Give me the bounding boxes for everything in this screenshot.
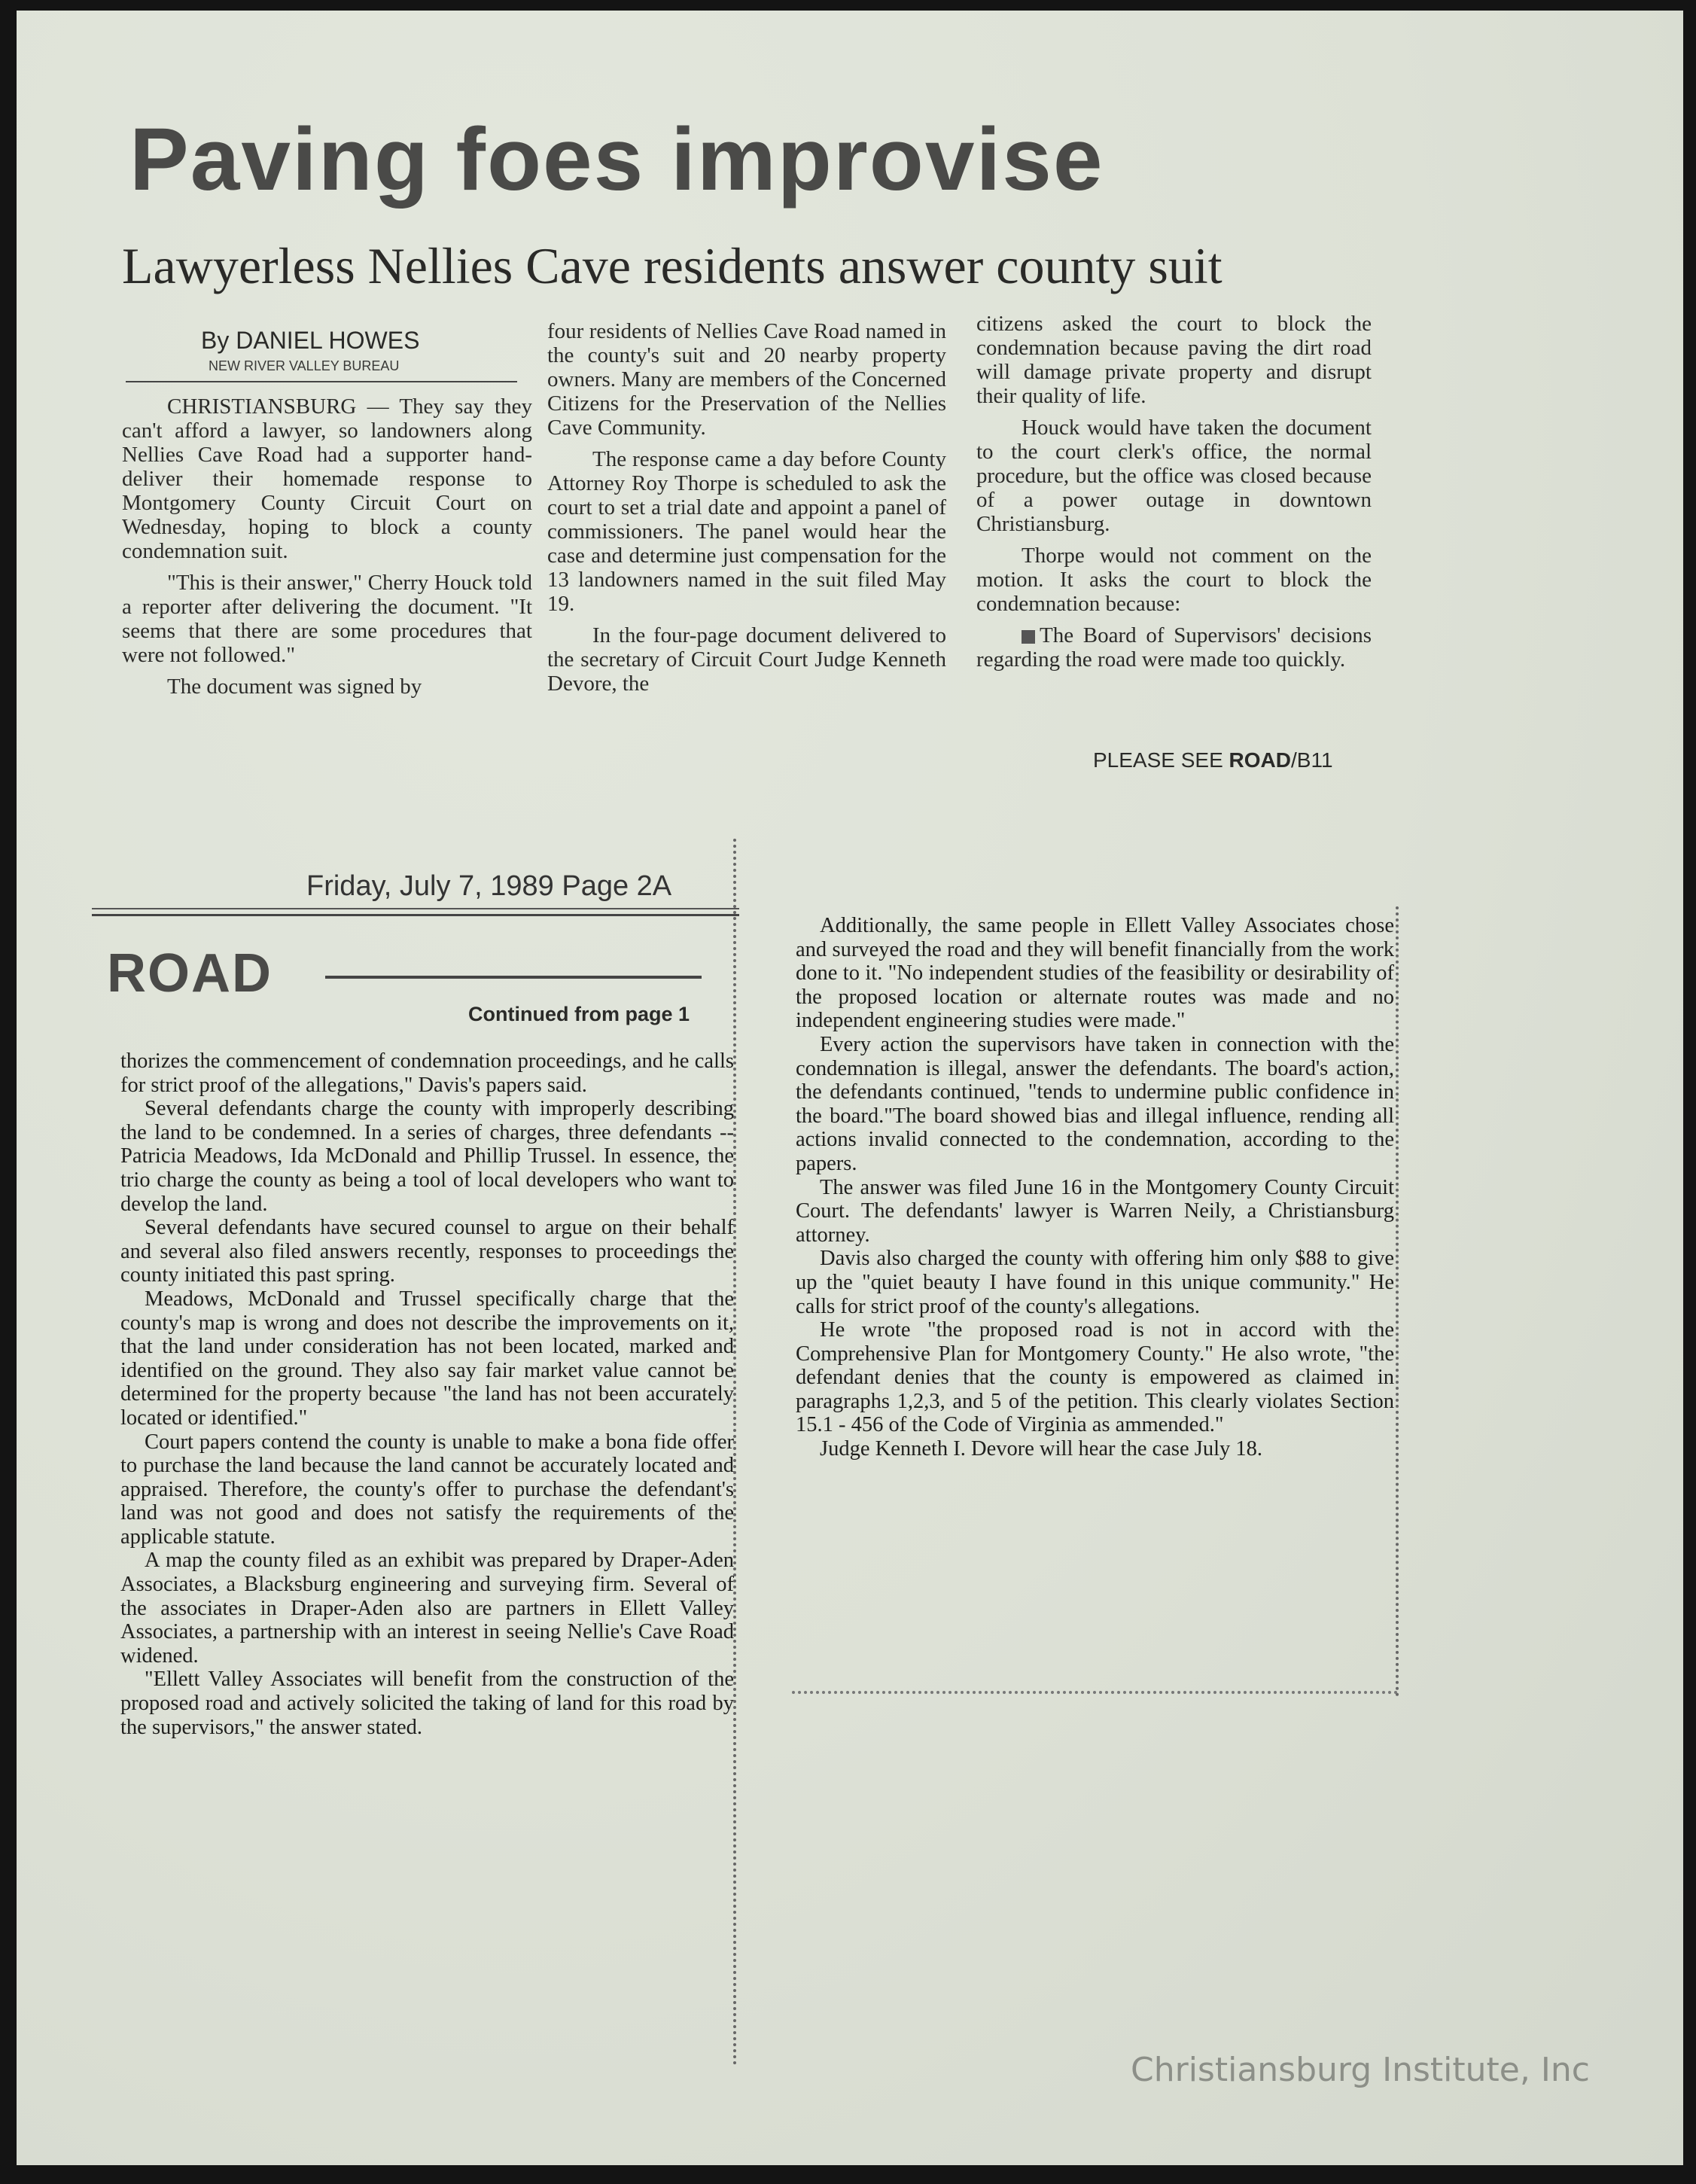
paragraph: CHRISTIANSBURG — They say they can't afford a lawyer, so landowners along Nellies Cave Road had a supporter hand-deliver their homemade response to Montgomery County Circuit Court on Wednesday, hoping to block a county condemnation suit. (122, 394, 532, 563)
paragraph: Several defendants charge the county with improperly describing the land to be condemned. In a series of charges, three defendants -- Patricia Meadows, Ida McDonald and Phillip Trussel. In essence, the trio charge the county as being a tool of local developers who want to develop the land. (120, 1097, 734, 1216)
paragraph: He wrote "the proposed road is not in accord with the Comprehensive Plan for Montgomery County." He also wrote, "the defendant denies that the county is empowered as claimed in paragraphs 1,2,3, and 5 of the petition. This clearly violates Section 15.1 - 456 of the Code of Virginia as ammended." (796, 1318, 1394, 1437)
byline-rule (126, 381, 517, 382)
square-bullet-icon (1022, 630, 1035, 644)
top-column-3 (976, 312, 1372, 679)
paragraph: "This is their answer," Cherry Houck told a reporter after delivering the document. "It seems that there are some procedures that were not followed." (122, 571, 532, 667)
dateline: Friday, July 7, 1989 Page 2A (306, 870, 672, 902)
bottom-column-1 (120, 1049, 734, 1739)
bullet-text: The Board of Supervisors' decisions regarding the road were made too quickly. (976, 623, 1372, 672)
bottom-article (92, 831, 1432, 2081)
bullet-paragraph (976, 623, 1372, 672)
scissor-cut-line (733, 839, 736, 2066)
clipping-sheet (17, 11, 1683, 2165)
paragraph: thorizes the commencement of condemnation proceedings, and he calls for strict proof of the allegations," Davis's papers said. (120, 1049, 734, 1097)
headline: Paving foes improvise (129, 110, 1104, 209)
scissor-cut-line (792, 1691, 1398, 1694)
bottom-column-2 (796, 914, 1394, 1461)
deck-subheadline: Lawyerless Nellies Cave residents answer county suit (122, 237, 1223, 294)
paragraph: Houck would have taken the document to the court clerk's office, the normal procedure, but the office was closed because of a power outage in downtown Christiansburg. (976, 416, 1372, 536)
paragraph: Additionally, the same people in Ellett Valley Associates chose and surveyed the road and they will benefit financially from the work done to it. "No independent studies of the feasibility or desirability of the proposed location or alternate routes was made and no independent engineering studies were made." (796, 914, 1394, 1033)
jump-keyword: ROAD (1229, 748, 1291, 772)
continuation-title: ROAD (107, 943, 273, 1004)
paragraph: Thorpe would not comment on the motion. It asks the court to block the condemnation because: (976, 544, 1372, 616)
byline: By DANIEL HOWES (201, 327, 420, 354)
paragraph: Every action the supervisors have taken in connection with the condemnation is illegal, answer the defendants. The board's action, the defendants continued, "tends to undermine public confidence in the board."The board showed bias and illegal influence, rending all actions invalid connected to the condemnation, according to the papers. (796, 1032, 1394, 1175)
paragraph: The document was signed by (167, 675, 422, 699)
paragraph: citizens asked the court to block the condemnation because paving the dirt road will damage private property and disrupt their quality of life. (976, 312, 1372, 408)
title-rule (325, 976, 702, 979)
paragraph: A map the county filed as an exhibit was prepared by Draper-Aden Associates, a Blacksburg engineering and surveying firm. Several of the associates in Draper-Aden also are partners in Ellett Valley Associates, a partnership with an interest in seeing Nellie's Cave Road widened. (120, 1549, 734, 1668)
continued-from-label: Continued from page 1 (468, 1003, 690, 1025)
paragraph: Court papers contend the county is unable to make a bona fide offer to purchase the land because the land cannot be accurately located and appraised. Therefore, the county's offer to purchase the defendant's land was not good and does not satisfy the requirements of the applicable statute. (120, 1430, 734, 1549)
paragraph: "Ellett Valley Associates will benefit from the construction of the proposed road and actively solicited the taking of land for this road by the supervisors," the answer stated. (120, 1668, 734, 1739)
top-column-2 (547, 319, 946, 703)
top-article (107, 93, 1387, 786)
paragraph: Davis also charged the county with offering him only $88 to give up the "quiet beauty I have found in this unique community." He calls for strict proof of the county's allegations. (796, 1247, 1394, 1318)
jump-suffix: /B11 (1291, 748, 1333, 772)
paragraph: Judge Kenneth I. Devore will hear the case July 18. (820, 1437, 1263, 1461)
scissor-cut-line (1396, 906, 1399, 1697)
dateline-rule (92, 908, 739, 909)
jump-line (1093, 748, 1333, 772)
paragraph: The response came a day before County Attorney Roy Thorpe is scheduled to ask the court to set a trial date and appoint a panel of commissioners. The panel would hear the case and determine just compensation for the 13 landowners named in the suit filed May 19. (547, 447, 946, 616)
jump-prefix: PLEASE SEE (1093, 748, 1229, 772)
paragraph: Meadows, McDonald and Trussel specifically charge that the county's map is wrong and does not describe the improvements on it, that the land under consideration has not been located, marked and identified on the ground. They also say fair market value cannot be determined for the property because "the land has not been accurately located or identified." (120, 1287, 734, 1430)
archive-watermark: Christiansburg Institute, Inc (1131, 2051, 1590, 2089)
byline-bureau: NEW RIVER VALLEY BUREAU (209, 358, 400, 373)
paragraph: Several defendants have secured counsel to argue on their behalf and several also filed answers recently, responses to proceedings the county initiated this past spring. (120, 1216, 734, 1287)
top-column-1 (122, 394, 532, 706)
paragraph: In the four-page document delivered to the secretary of Circuit Court Judge Kenneth Devore, the (547, 623, 946, 696)
paragraph: four residents of Nellies Cave Road named in the county's suit and 20 nearby property owners. Many are members of the Concerned Citizens for the Preservation of the Nellies Cave Community. (547, 319, 946, 440)
dateline-rule (92, 914, 739, 916)
paragraph: The answer was filed June 16 in the Montgomery County Circuit Court. The defendants' lawyer is Warren Neily, a Christiansburg attorney. (796, 1175, 1394, 1247)
